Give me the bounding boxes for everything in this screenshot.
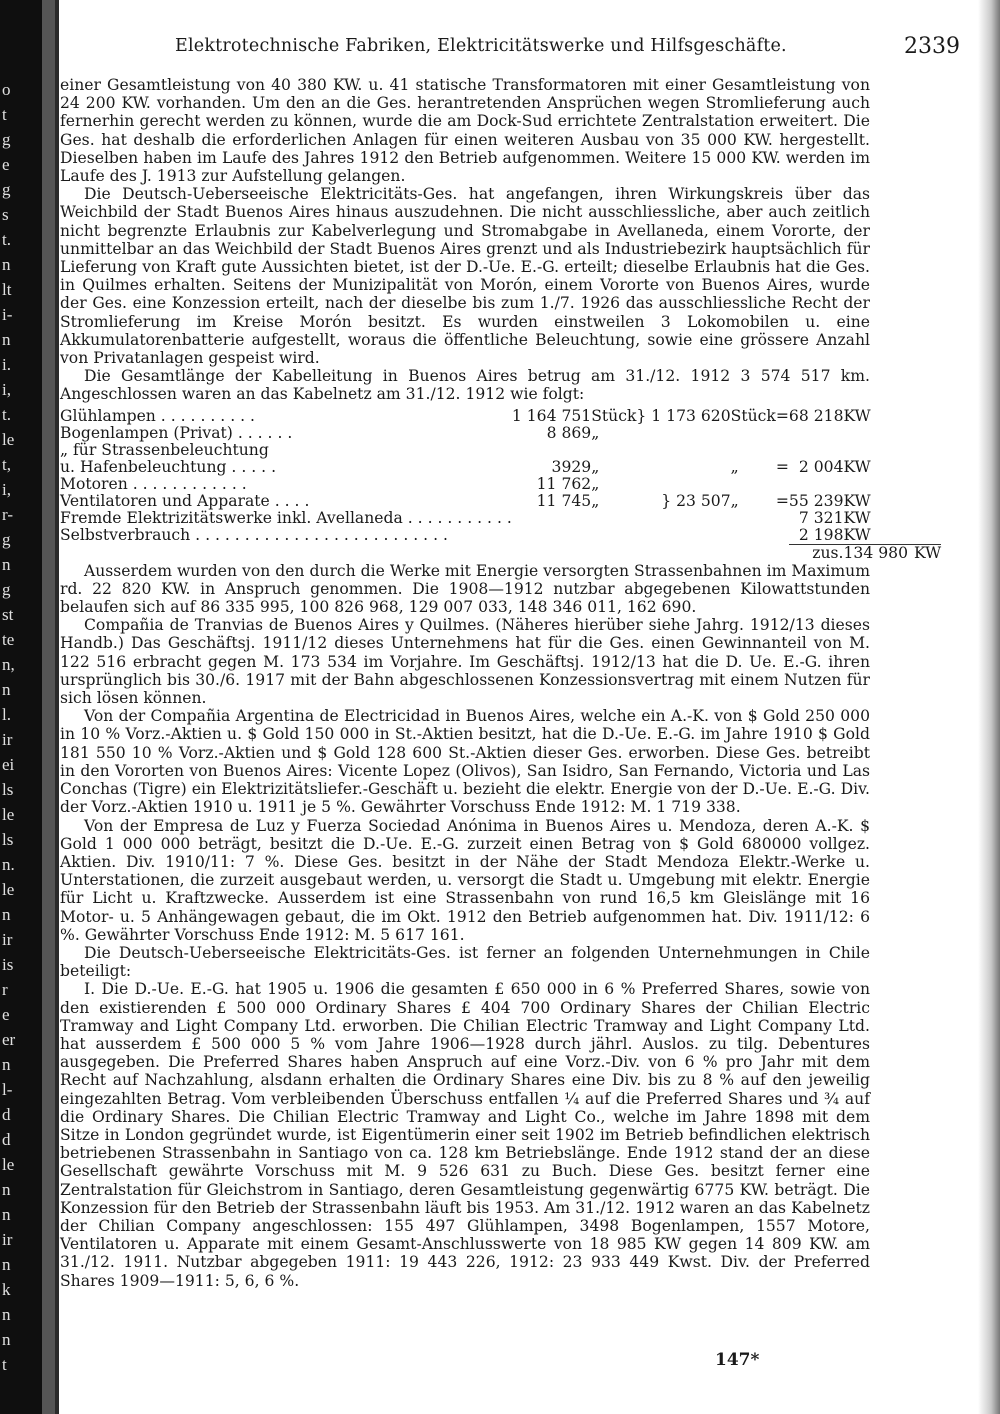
bleed-letter: i, [2,380,11,399]
bleed-letter: t [2,1355,7,1374]
cable-row [60,476,941,493]
bleed-letter: le [2,880,15,899]
cable-cell-unit2: Stück [730,406,776,425]
cable-cell-eq [776,510,789,527]
paragraph-expansion: Die Deutsch-Ueberseeische Elektricitäts-Ges. hat angefangen, ihren Wirkungskreis über das Weichbild der Stadt Buenos Aires hinaus auszudehnen. Die nicht ausschliessliche, aber auch zeitlich nicht begrenzte Erlaubnis zur Kabelverlegung und Stromabgabe in Avellaneda, einem Vororte, der unmittelbar an das Weichbild der Stadt Buenos Aires grenzt und als Industriebezirk hauptsächlich für Lieferung von Kraft gute Aussichten bietet, ist der D.-Ue. E.-G. erteilt; dieselbe Erlaubnis hat die Ges. in Quilmes erhalten. Seitens der Munizipalität von Morón, einem Vororte von Buenos Aires, wurde der Ges. eine Konzession erteilt, nach der dieselbe bis zum 1./7. 1926 das ausschliessliche Recht der Stromlieferung im Kreise Morón besitzt. Es wurden einstweilen 3 Lokomobilen u. eine Akkumulatorenbatterie aufgestellt, woraus die öffentliche Beleuchtung, sowie eine grössere Anzahl von Privatanlagen gespeist wird. [60,185,870,368]
cable-cell-kwunit [844,442,908,459]
cable-cell-count [512,510,591,527]
cable-cell-group [636,510,730,527]
cable-cell-group [636,476,730,493]
cable-cell-kwunit: KW [843,406,871,425]
bleed-letter: ls [2,830,14,849]
cable-cell-group [636,425,730,442]
bleed-letter: l. [2,705,11,724]
cable-cell-kw [789,442,844,459]
bleed-letter: i. [2,355,11,374]
cable-cell-group [636,442,730,459]
bleed-letter: n [2,680,11,699]
binding-line [55,0,59,1414]
cable-row [60,408,941,425]
cable-cell-count [512,442,591,459]
cable-cell-unit: Stück [591,406,637,425]
cable-cell-unit2: „ [730,491,739,510]
bleed-letter: d [2,1105,11,1124]
cable-cell-unit2 [731,442,776,459]
bleed-letter: g [2,180,11,199]
bleed-letter: i, [2,480,11,499]
paragraph-cae: Von der Compañia Argentina de Electricidad in Buenos Aires, welche ein A.-K. von $ Gold 250 000 in 10 % Vorz.-Aktien u. $ Gold 150 000 in St.-Aktien besitzt, hat die D.-Ue. E.-G. im Jahre 1910 $ Gold 181 550 10 % Vorz.-Aktien und $ Gold 128 600 St.-Aktien dieser Ges. erworben. Diese Ges. betreibt in den Vororten von Buenos Aires: Vicente Lopez (Olivos), San Isidro, San Fernando, Victoria und Las Conchas (Tigre) ein Elektrizitätsliefer.-Geschäft u. bezieht die elektr. Energie von der D.-Ue. E.-G. Div. der Vorz.-Aktien 1910 u. 1911 je 5 %. Gewährter Vorschuss Ende 1912: M. 1 719 338. [60,707,870,817]
signature-mark: 147* [715,1350,760,1370]
bleed-letter: le [2,1155,15,1174]
cable-cell-kw [789,476,844,493]
cable-cell-eq [776,476,789,493]
bleed-letter: t. [2,405,11,424]
cable-cell-group [636,459,730,476]
bleed-letter: o [2,80,11,99]
bleed-letter: ir [2,930,13,949]
cable-cell-label: „ für Strassenbeleuchtung [60,440,269,459]
cable-cell-count: 8 869 [546,423,592,442]
bleed-letter: n [2,1305,11,1324]
bleed-letter: is [2,955,14,974]
paragraph-power-capacity: einer Gesamtleistung von 40 380 KW. u. 41 statische Transformatoren mit einer Gesamtleistung von 24 200 KW. vorhanden. Um den an die Ges. herantretenden Ansprüchen wegen Stromlieferung auch fernerhin gerecht werden zu können, wurde die am Dock-Sud errichtete Zentralstation erweitert. Die Ges. hat deshalb die erforderlichen Anlagen für einen weiteren Ausbau von 35 000 KW. hergestellt. Dieselben haben im Laufe des Jahres 1912 den Betrieb aufgenommen. Weitere 15 000 KW. werden im Laufe des J. 1913 zur Aufstellung gelangen. [60,76,870,186]
bleed-letter: ls [2,780,14,799]
cable-cell-unit: „ [591,423,600,442]
cable-cell-kw: 2 004 [798,457,844,476]
paragraph-mendoza: Von der Empresa de Luz y Fuerza Sociedad Anónima in Buenos Aires u. Mendoza, deren A.-K. $ Gold 1 000 000 beträgt, besitzt die D.-Ue. E.-G. zurzeit einen Betrag von $ Gold 680000 vollgez. Aktien. Div. 1910/11: 7 %. Diese Ges. besitzt in der Nähe der Stadt Mendoza Elektr.-Werke u. Unterstationen, die zurzeit ausgebaut werden, u. versorgt die Stadt u. Umgebung mit elektr. Energie für Licht u. Kraftzwecke. Ausserdem ist eine Strassenbahn von rund 16,5 km Gleislänge mit 16 Motor- u. 5 Anhängewagen gebaut, die im Okt. 1912 den Betrieb aufgenommen hat. Div. 1911/12: 6 %. Gewährter Vorschuss Ende 1912: M. 5 617 161. [60,816,870,944]
bleed-letter: le [2,430,15,449]
cable-cell-unit: „ [591,474,600,493]
cable-cell-label: Selbstverbrauch . . . . . . . . . . . . . . . . . . . . . . . . . . [60,525,448,544]
bleed-letter: n [2,555,11,574]
bleed-letter: g [2,580,11,599]
cable-cell-unit [591,442,636,459]
cable-cell-group: } 23 507 [661,491,731,510]
binding-edge [42,0,55,1414]
bleed-letter: er [2,1030,16,1049]
connections-table [60,408,941,562]
bleed-letter: r- [2,505,13,524]
cable-cell-unit: „ [591,457,600,476]
cable-cell-unit [591,527,636,545]
bleed-letter: le [2,805,15,824]
total-label: zus. [789,544,844,562]
cable-cell-unit2 [731,425,776,442]
bleed-letter: n [2,330,11,349]
bleed-letter: t. [2,230,11,249]
bleed-letter: n [2,905,11,924]
cable-cell-label: Bogenlampen (Privat) . . . . . . [60,423,293,442]
cable-cell-label: Ventilatoren und Apparate . . . . [60,491,310,510]
running-title: Elektrotechnische Fabriken, Elektricitätswerke und Hilfsgeschäfte. [175,36,787,56]
page-number: 2339 [904,34,960,59]
cable-cell-count: 1 164 751 [511,406,592,425]
cable-cell-unit: „ [591,491,600,510]
cable-cell-label: Fremde Elektrizitätswerke inkl. Avellaneda . . . . . . . . . . . [60,508,512,527]
bleed-letter: n, [2,655,15,674]
cable-row [60,459,941,476]
bleed-letter: n [2,1205,11,1224]
page-body [60,76,942,1290]
bleed-letter: t, [2,455,11,474]
cable-cell-kw: 7 321 [798,508,844,527]
cable-cell-unit [591,510,636,527]
bleed-letter: n [2,1180,11,1199]
cable-cell-unit2 [731,527,776,545]
bleed-letter: lt [2,280,12,299]
cable-cell-kw: 55 239 [788,491,844,510]
cable-cell-label: Glühlampen . . . . . . . . . . [60,406,255,425]
paragraph-quilmes: Compañia de Tranvias de Buenos Aires y Quilmes. (Näheres hierüber siehe Jahrg. 1912/13 dieses Handb.) Das Geschäftsj. 1911/12 dieses Unternehmens hat für die Ges. einen Gewinnanteil von M. 122 516 erbracht gegen M. 173 534 im Vorjahre. Im Geschäftsj. 1912/13 hat die D. Ue. E.-G. ihren ursprünglich bis 30./6. 1917 mit der Bahn abgeschlossenen Konzessionsvertrag mit einem Nutzen für sich lösen können. [60,616,870,708]
cable-cell-label: u. Hafenbeleuchtung . . . . . [60,457,277,476]
total-kw: 134 980 [843,543,908,562]
bleed-letter: g [2,130,11,149]
bleed-letter: n [2,1255,11,1274]
bleed-letter: t [2,105,7,124]
cable-row [60,425,941,442]
cable-cell-unit2 [731,476,776,493]
cable-cell-count: 3929 [551,457,592,476]
paragraph-cable-length: Die Gesamtlänge der Kabelleitung in Buenos Aires betrug am 31./12. 1912 3 574 517 km. Angeschlossen waren an das Kabelnetz am 31./12. 1912 wie folgt: [60,367,870,404]
bleed-letter: r [2,980,8,999]
cable-cell-kwunit: KW [843,491,871,510]
cable-cell-count [512,527,591,545]
cable-row [60,527,941,545]
paragraph-chilian-tramway: I. Die D.-Ue. E.-G. hat 1905 u. 1906 die gesamten £ 650 000 in 6 % Preferred Shares, sowie von den existierenden £ 500 000 Ordinary Shares £ 404 700 Ordinary Shares der Chilian Electric Tramway and Light Company Ltd. erworben. Die Chilian Electric Tramway and Light Company Ltd. hat ausserdem £ 500 000 5 % vom Jahre 1906—1928 durch jährl. Auslos. zu tilg. Debentures ausgegeben. Die Preferred Shares haben Anspruch auf eine Vorz.-Div. von 6 % pro Jahr mit dem Recht auf Nachzahlung, alsdann erhalten die Ordinary Shares eine Div. bis zu 8 % auf den jeweilig eingezahlten Betrag. Vom verbleibenden Überschuss entfallen ¼ auf die Preferred Shares und ¾ auf die Ordinary Shares. Die Chilian Electric Tramway and Light Co., welche im Jahre 1898 mit dem Sitze in London gegründet wurde, ist Eigentümerin einer seit 1902 im Betrieb befindlichen elektrisch betriebenen Strassenbahn in Santiago von ca. 128 km Betriebslänge. Ende 1912 stand der an diese Gesellschaft gewährte Vorschuss mit M. 9 526 631 zu Buch. Diese Ges. besitzt ferner eine Zentralstation für Gleichstrom in Santiago, deren Gesamtleistung gegenwärtig 6775 KW. beträgt. Die Konzession für den Betrieb der Strassenbahn läuft bis 1953. Am 31./12. 1912 waren an das Kabelnetz der Chilian Company angeschlossen: 155 497 Glühlampen, 3498 Bogenlampen, 1557 Motore, Ventilatoren u. Apparate mit einem Gesamt-Anschlusswerte von 18 985 KW gegen 14 809 KW. am 31./12. 1911. Nutzbar abgegeben 1911: 19 443 226, 1912: 23 933 449 Kwst. Div. der Preferred Shares 1909—1911: 5, 6, 6 %. [60,980,870,1290]
cable-cell-kw [789,425,844,442]
cable-cell-eq: = [775,491,789,510]
cable-cell-kwunit: KW [843,525,871,544]
cable-cell-eq [776,527,789,545]
cable-row [60,493,941,510]
cable-cell-kw: 2 198 [798,525,844,544]
paragraph-tramways: Ausserdem wurden von den durch die Werke mit Energie versorgten Strassenbahnen im Maximum rd. 22 820 KW. in Anspruch genommen. Die 1908—1912 nutzbar abgegebenen Kilowattstunden belaufen sich auf 86 335 995, 100 826 968, 129 007 033, 148 346 011, 162 690. [60,561,870,617]
cable-cell-kwunit [844,476,908,493]
bleed-letter: l- [2,1080,13,1099]
bleed-letter: s [2,205,9,224]
bleed-letter: d [2,1130,11,1149]
paragraph-chile-intro: Die Deutsch-Ueberseeische Elektricitäts-Ges. ist ferner an folgenden Unternehmungen in Chile beteiligt: [60,943,870,981]
bleed-letter: n [2,255,11,274]
cable-cell-kwunit: KW [843,508,871,527]
cable-cell-kwunit [844,425,908,442]
bleed-letter: ir [2,730,13,749]
cable-row [60,510,941,527]
total-row [60,544,941,562]
bleed-letter: n. [2,855,15,874]
cable-cell-eq: = [775,457,789,476]
bleed-letter: ei [2,755,15,774]
previous-page-bleed [0,80,40,1380]
cable-row [60,442,941,459]
bleed-letter: st [2,605,14,624]
bleed-letter: te [2,630,15,649]
cable-cell-count: 11 762 [536,474,592,493]
bleed-letter: k [2,1280,11,1299]
bleed-letter: n [2,1330,11,1349]
cable-cell-unit2 [731,510,776,527]
cable-cell-unit2: „ [730,457,739,476]
bleed-letter: g [2,530,11,549]
page-right-edge [978,0,1000,1414]
page-header [90,34,960,60]
bleed-letter: i- [2,305,13,324]
cable-cell-kw: 68 218 [788,406,844,425]
cable-cell-kwunit: KW [843,457,871,476]
bleed-letter: ir [2,1230,13,1249]
bleed-letter: e [2,155,10,174]
bleed-letter: n [2,1055,11,1074]
total-unit: KW [908,544,941,562]
cable-cell-eq [776,425,789,442]
cable-cell-label: Motoren . . . . . . . . . . . . [60,474,247,493]
cable-cell-eq [776,442,789,459]
cable-cell-group: } 1 173 620 [636,406,731,425]
cable-cell-eq: = [775,406,789,425]
cable-cell-count: 11 745 [536,491,592,510]
cable-cell-group [636,527,730,545]
bleed-letter: e [2,1005,10,1024]
